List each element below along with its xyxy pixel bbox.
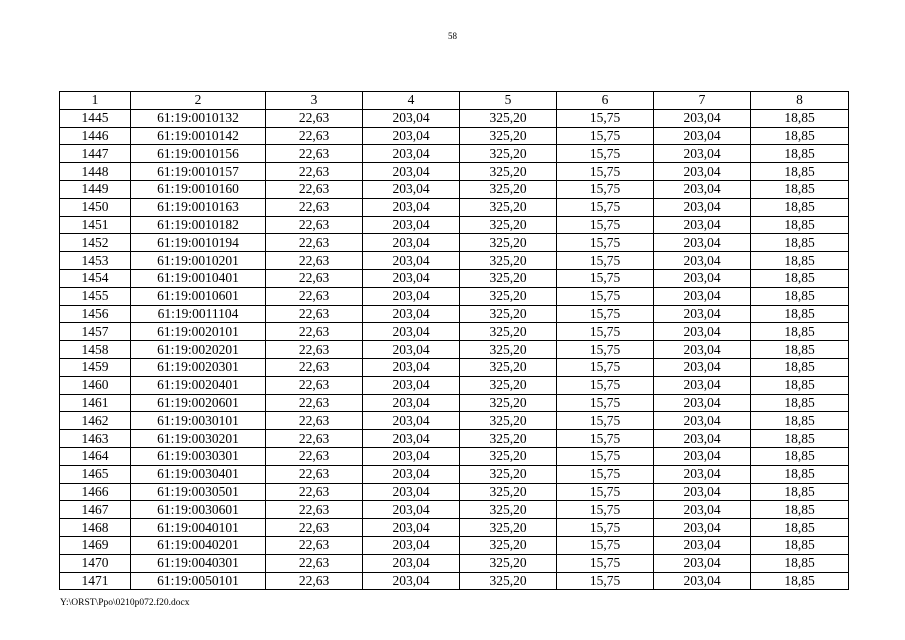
cell-col-6: 15,75	[557, 394, 654, 412]
cell-col-7: 203,04	[654, 483, 751, 501]
cell-row-number: 1452	[60, 234, 131, 252]
cell-col-6: 15,75	[557, 430, 654, 448]
cell-col-8: 18,85	[751, 447, 849, 465]
cell-col-8: 18,85	[751, 536, 849, 554]
cell-col-3: 22,63	[266, 483, 363, 501]
cell-col-3: 22,63	[266, 341, 363, 359]
cell-cadastral-number: 61:19:0011104	[131, 305, 266, 323]
cell-col-7: 203,04	[654, 447, 751, 465]
cell-row-number: 1465	[60, 465, 131, 483]
cell-col-4: 203,04	[363, 572, 460, 590]
cell-col-4: 203,04	[363, 536, 460, 554]
cell-col-7: 203,04	[654, 394, 751, 412]
cell-row-number: 1461	[60, 394, 131, 412]
cell-col-7: 203,04	[654, 287, 751, 305]
cell-col-6: 15,75	[557, 501, 654, 519]
cell-col-8: 18,85	[751, 323, 849, 341]
cell-col-5: 325,20	[460, 465, 557, 483]
table-row	[60, 269, 849, 287]
cell-cadastral-number: 61:19:0030101	[131, 412, 266, 430]
cell-row-number: 1453	[60, 252, 131, 270]
cell-col-3: 22,63	[266, 376, 363, 394]
cell-col-5: 325,20	[460, 447, 557, 465]
cell-col-5: 325,20	[460, 216, 557, 234]
footer-file-path: Y:\ORST\Ppo\0210p072.f20.docx	[60, 598, 190, 608]
cell-col-5: 325,20	[460, 305, 557, 323]
cell-col-4: 203,04	[363, 163, 460, 181]
cell-col-3: 22,63	[266, 412, 363, 430]
cell-col-6: 15,75	[557, 269, 654, 287]
cell-cadastral-number: 61:19:0010194	[131, 234, 266, 252]
cell-row-number: 1454	[60, 269, 131, 287]
cell-cadastral-number: 61:19:0010160	[131, 180, 266, 198]
table-row	[60, 216, 849, 234]
cell-cadastral-number: 61:19:0030601	[131, 501, 266, 519]
cell-col-3: 22,63	[266, 394, 363, 412]
cell-col-5: 325,20	[460, 358, 557, 376]
cell-col-8: 18,85	[751, 341, 849, 359]
table-row	[60, 430, 849, 448]
table-body	[60, 92, 849, 590]
table-row	[60, 145, 849, 163]
table-row	[60, 163, 849, 181]
cell-col-6: 15,75	[557, 447, 654, 465]
cell-col-5: 325,20	[460, 430, 557, 448]
table-row	[60, 180, 849, 198]
cell-row-number: 1451	[60, 216, 131, 234]
cell-col-8: 18,85	[751, 269, 849, 287]
cell-col-8: 18,85	[751, 554, 849, 572]
cell-col-6: 15,75	[557, 198, 654, 216]
cell-cadastral-number: 61:19:0010163	[131, 198, 266, 216]
cell-col-7: 203,04	[654, 252, 751, 270]
table-row	[60, 323, 849, 341]
cell-row-number: 1458	[60, 341, 131, 359]
cell-col-8: 18,85	[751, 483, 849, 501]
cell-row-number: 1462	[60, 412, 131, 430]
cell-row-number: 1467	[60, 501, 131, 519]
cell-col-6: 15,75	[557, 519, 654, 537]
cell-cadastral-number: 61:19:0010601	[131, 287, 266, 305]
cell-col-8: 18,85	[751, 572, 849, 590]
cell-col-3: 22,63	[266, 287, 363, 305]
cell-cadastral-number: 61:19:0030501	[131, 483, 266, 501]
cell-col-6: 15,75	[557, 127, 654, 145]
cell-col-8: 18,85	[751, 376, 849, 394]
cell-col-3: 22,63	[266, 216, 363, 234]
cell-col-8: 18,85	[751, 430, 849, 448]
cell-cadastral-number: 61:19:0010142	[131, 127, 266, 145]
cell-col-7: 203,04	[654, 519, 751, 537]
column-header: 2	[131, 92, 266, 110]
cell-col-3: 22,63	[266, 501, 363, 519]
cell-col-7: 203,04	[654, 341, 751, 359]
cell-row-number: 1470	[60, 554, 131, 572]
cell-col-7: 203,04	[654, 572, 751, 590]
cell-row-number: 1450	[60, 198, 131, 216]
cell-row-number: 1446	[60, 127, 131, 145]
cell-col-6: 15,75	[557, 554, 654, 572]
cell-col-3: 22,63	[266, 163, 363, 181]
table-row	[60, 358, 849, 376]
column-header: 5	[460, 92, 557, 110]
cell-row-number: 1447	[60, 145, 131, 163]
cell-col-8: 18,85	[751, 216, 849, 234]
cell-col-6: 15,75	[557, 216, 654, 234]
cell-row-number: 1459	[60, 358, 131, 376]
cell-col-3: 22,63	[266, 358, 363, 376]
table-row	[60, 127, 849, 145]
data-table	[59, 91, 849, 590]
table-row	[60, 341, 849, 359]
cell-col-3: 22,63	[266, 305, 363, 323]
cell-col-7: 203,04	[654, 358, 751, 376]
cell-col-7: 203,04	[654, 180, 751, 198]
cell-col-6: 15,75	[557, 358, 654, 376]
cell-col-6: 15,75	[557, 412, 654, 430]
cell-col-7: 203,04	[654, 305, 751, 323]
cell-col-5: 325,20	[460, 127, 557, 145]
cell-col-4: 203,04	[363, 483, 460, 501]
table-header-row	[60, 92, 849, 110]
cell-col-7: 203,04	[654, 145, 751, 163]
table-row	[60, 198, 849, 216]
cell-cadastral-number: 61:19:0040201	[131, 536, 266, 554]
column-header: 8	[751, 92, 849, 110]
table-row	[60, 536, 849, 554]
cell-row-number: 1457	[60, 323, 131, 341]
cell-col-6: 15,75	[557, 465, 654, 483]
cell-cadastral-number: 61:19:0020101	[131, 323, 266, 341]
cell-col-4: 203,04	[363, 465, 460, 483]
cell-col-4: 203,04	[363, 305, 460, 323]
cell-cadastral-number: 61:19:0010157	[131, 163, 266, 181]
table-row	[60, 483, 849, 501]
cell-cadastral-number: 61:19:0040101	[131, 519, 266, 537]
cell-col-8: 18,85	[751, 358, 849, 376]
cell-col-7: 203,04	[654, 198, 751, 216]
table-row	[60, 572, 849, 590]
cell-col-7: 203,04	[654, 430, 751, 448]
cell-col-5: 325,20	[460, 536, 557, 554]
cell-col-6: 15,75	[557, 376, 654, 394]
cell-col-5: 325,20	[460, 376, 557, 394]
column-header: 4	[363, 92, 460, 110]
cell-col-4: 203,04	[363, 501, 460, 519]
cell-col-4: 203,04	[363, 109, 460, 127]
cell-col-6: 15,75	[557, 323, 654, 341]
cell-col-7: 203,04	[654, 323, 751, 341]
cell-col-5: 325,20	[460, 394, 557, 412]
cell-col-8: 18,85	[751, 109, 849, 127]
cell-cadastral-number: 61:19:0020401	[131, 376, 266, 394]
cell-cadastral-number: 61:19:0010182	[131, 216, 266, 234]
cell-col-5: 325,20	[460, 483, 557, 501]
cell-col-7: 203,04	[654, 412, 751, 430]
cell-col-4: 203,04	[363, 145, 460, 163]
cell-col-3: 22,63	[266, 109, 363, 127]
cell-row-number: 1456	[60, 305, 131, 323]
cell-col-8: 18,85	[751, 180, 849, 198]
cell-col-5: 325,20	[460, 287, 557, 305]
cell-col-7: 203,04	[654, 234, 751, 252]
cell-col-4: 203,04	[363, 412, 460, 430]
cell-col-8: 18,85	[751, 234, 849, 252]
cell-col-3: 22,63	[266, 234, 363, 252]
table-row	[60, 465, 849, 483]
cell-cadastral-number: 61:19:0010401	[131, 269, 266, 287]
cell-col-5: 325,20	[460, 501, 557, 519]
cell-col-5: 325,20	[460, 252, 557, 270]
cell-col-8: 18,85	[751, 287, 849, 305]
cell-col-6: 15,75	[557, 234, 654, 252]
cell-row-number: 1445	[60, 109, 131, 127]
cell-col-8: 18,85	[751, 519, 849, 537]
cell-col-6: 15,75	[557, 163, 654, 181]
cell-row-number: 1455	[60, 287, 131, 305]
cell-col-7: 203,04	[654, 269, 751, 287]
cell-col-5: 325,20	[460, 198, 557, 216]
table-row	[60, 109, 849, 127]
cell-col-4: 203,04	[363, 519, 460, 537]
cell-col-4: 203,04	[363, 234, 460, 252]
cell-cadastral-number: 61:19:0040301	[131, 554, 266, 572]
cell-col-4: 203,04	[363, 554, 460, 572]
table-row	[60, 519, 849, 537]
cell-cadastral-number: 61:19:0050101	[131, 572, 266, 590]
cell-col-4: 203,04	[363, 376, 460, 394]
cell-row-number: 1463	[60, 430, 131, 448]
cell-col-8: 18,85	[751, 252, 849, 270]
cell-col-5: 325,20	[460, 412, 557, 430]
cell-col-3: 22,63	[266, 536, 363, 554]
column-header: 7	[654, 92, 751, 110]
cell-col-6: 15,75	[557, 341, 654, 359]
cell-col-4: 203,04	[363, 252, 460, 270]
cell-col-8: 18,85	[751, 501, 849, 519]
cell-col-4: 203,04	[363, 198, 460, 216]
cell-col-6: 15,75	[557, 252, 654, 270]
cell-col-3: 22,63	[266, 447, 363, 465]
cell-cadastral-number: 61:19:0030401	[131, 465, 266, 483]
table-row	[60, 554, 849, 572]
cell-col-4: 203,04	[363, 180, 460, 198]
cell-col-4: 203,04	[363, 287, 460, 305]
table-row	[60, 412, 849, 430]
cell-col-3: 22,63	[266, 198, 363, 216]
cell-col-5: 325,20	[460, 341, 557, 359]
column-header: 3	[266, 92, 363, 110]
cell-cadastral-number: 61:19:0020601	[131, 394, 266, 412]
cell-row-number: 1449	[60, 180, 131, 198]
cell-col-6: 15,75	[557, 180, 654, 198]
page-number: 58	[448, 31, 457, 41]
cell-col-3: 22,63	[266, 269, 363, 287]
cell-col-6: 15,75	[557, 536, 654, 554]
table-row	[60, 287, 849, 305]
cell-row-number: 1469	[60, 536, 131, 554]
cell-cadastral-number: 61:19:0030301	[131, 447, 266, 465]
cell-col-4: 203,04	[363, 447, 460, 465]
cell-col-7: 203,04	[654, 501, 751, 519]
cell-col-6: 15,75	[557, 109, 654, 127]
cell-col-5: 325,20	[460, 269, 557, 287]
cell-col-5: 325,20	[460, 109, 557, 127]
cell-col-8: 18,85	[751, 198, 849, 216]
table-row	[60, 501, 849, 519]
cell-col-7: 203,04	[654, 554, 751, 572]
cell-col-8: 18,85	[751, 465, 849, 483]
cell-col-4: 203,04	[363, 394, 460, 412]
cell-col-3: 22,63	[266, 572, 363, 590]
cell-col-4: 203,04	[363, 127, 460, 145]
cell-col-8: 18,85	[751, 394, 849, 412]
cell-row-number: 1468	[60, 519, 131, 537]
cell-col-6: 15,75	[557, 572, 654, 590]
cell-cadastral-number: 61:19:0010156	[131, 145, 266, 163]
cell-col-7: 203,04	[654, 216, 751, 234]
cell-col-3: 22,63	[266, 127, 363, 145]
cell-cadastral-number: 61:19:0020201	[131, 341, 266, 359]
cell-col-6: 15,75	[557, 145, 654, 163]
cell-col-8: 18,85	[751, 127, 849, 145]
column-header: 1	[60, 92, 131, 110]
cell-cadastral-number: 61:19:0030201	[131, 430, 266, 448]
cell-col-3: 22,63	[266, 465, 363, 483]
table-row	[60, 305, 849, 323]
cell-col-7: 203,04	[654, 127, 751, 145]
cell-col-7: 203,04	[654, 163, 751, 181]
cell-cadastral-number: 61:19:0020301	[131, 358, 266, 376]
cell-col-3: 22,63	[266, 323, 363, 341]
cell-col-6: 15,75	[557, 287, 654, 305]
cell-col-4: 203,04	[363, 323, 460, 341]
cell-col-5: 325,20	[460, 323, 557, 341]
table-row	[60, 376, 849, 394]
cell-col-6: 15,75	[557, 305, 654, 323]
cell-col-5: 325,20	[460, 572, 557, 590]
cell-cadastral-number: 61:19:0010201	[131, 252, 266, 270]
cell-col-3: 22,63	[266, 145, 363, 163]
cell-col-5: 325,20	[460, 163, 557, 181]
table-row	[60, 234, 849, 252]
column-header: 6	[557, 92, 654, 110]
cell-col-4: 203,04	[363, 341, 460, 359]
cell-row-number: 1466	[60, 483, 131, 501]
cell-col-7: 203,04	[654, 376, 751, 394]
cell-col-3: 22,63	[266, 252, 363, 270]
cell-col-3: 22,63	[266, 180, 363, 198]
cell-cadastral-number: 61:19:0010132	[131, 109, 266, 127]
cell-col-5: 325,20	[460, 554, 557, 572]
cell-col-4: 203,04	[363, 269, 460, 287]
cell-col-4: 203,04	[363, 358, 460, 376]
cell-row-number: 1460	[60, 376, 131, 394]
cell-col-8: 18,85	[751, 305, 849, 323]
cell-col-3: 22,63	[266, 519, 363, 537]
cell-col-4: 203,04	[363, 216, 460, 234]
cell-col-4: 203,04	[363, 430, 460, 448]
cell-col-8: 18,85	[751, 163, 849, 181]
cell-row-number: 1448	[60, 163, 131, 181]
cell-col-7: 203,04	[654, 536, 751, 554]
cell-col-3: 22,63	[266, 430, 363, 448]
cell-col-8: 18,85	[751, 145, 849, 163]
cell-col-5: 325,20	[460, 180, 557, 198]
cell-col-3: 22,63	[266, 554, 363, 572]
cell-col-7: 203,04	[654, 109, 751, 127]
cell-row-number: 1471	[60, 572, 131, 590]
table-row	[60, 447, 849, 465]
table-row	[60, 252, 849, 270]
cell-col-5: 325,20	[460, 234, 557, 252]
cell-col-5: 325,20	[460, 519, 557, 537]
table-row	[60, 394, 849, 412]
cell-col-8: 18,85	[751, 412, 849, 430]
cell-row-number: 1464	[60, 447, 131, 465]
cell-col-5: 325,20	[460, 145, 557, 163]
cell-col-7: 203,04	[654, 465, 751, 483]
cell-col-6: 15,75	[557, 483, 654, 501]
